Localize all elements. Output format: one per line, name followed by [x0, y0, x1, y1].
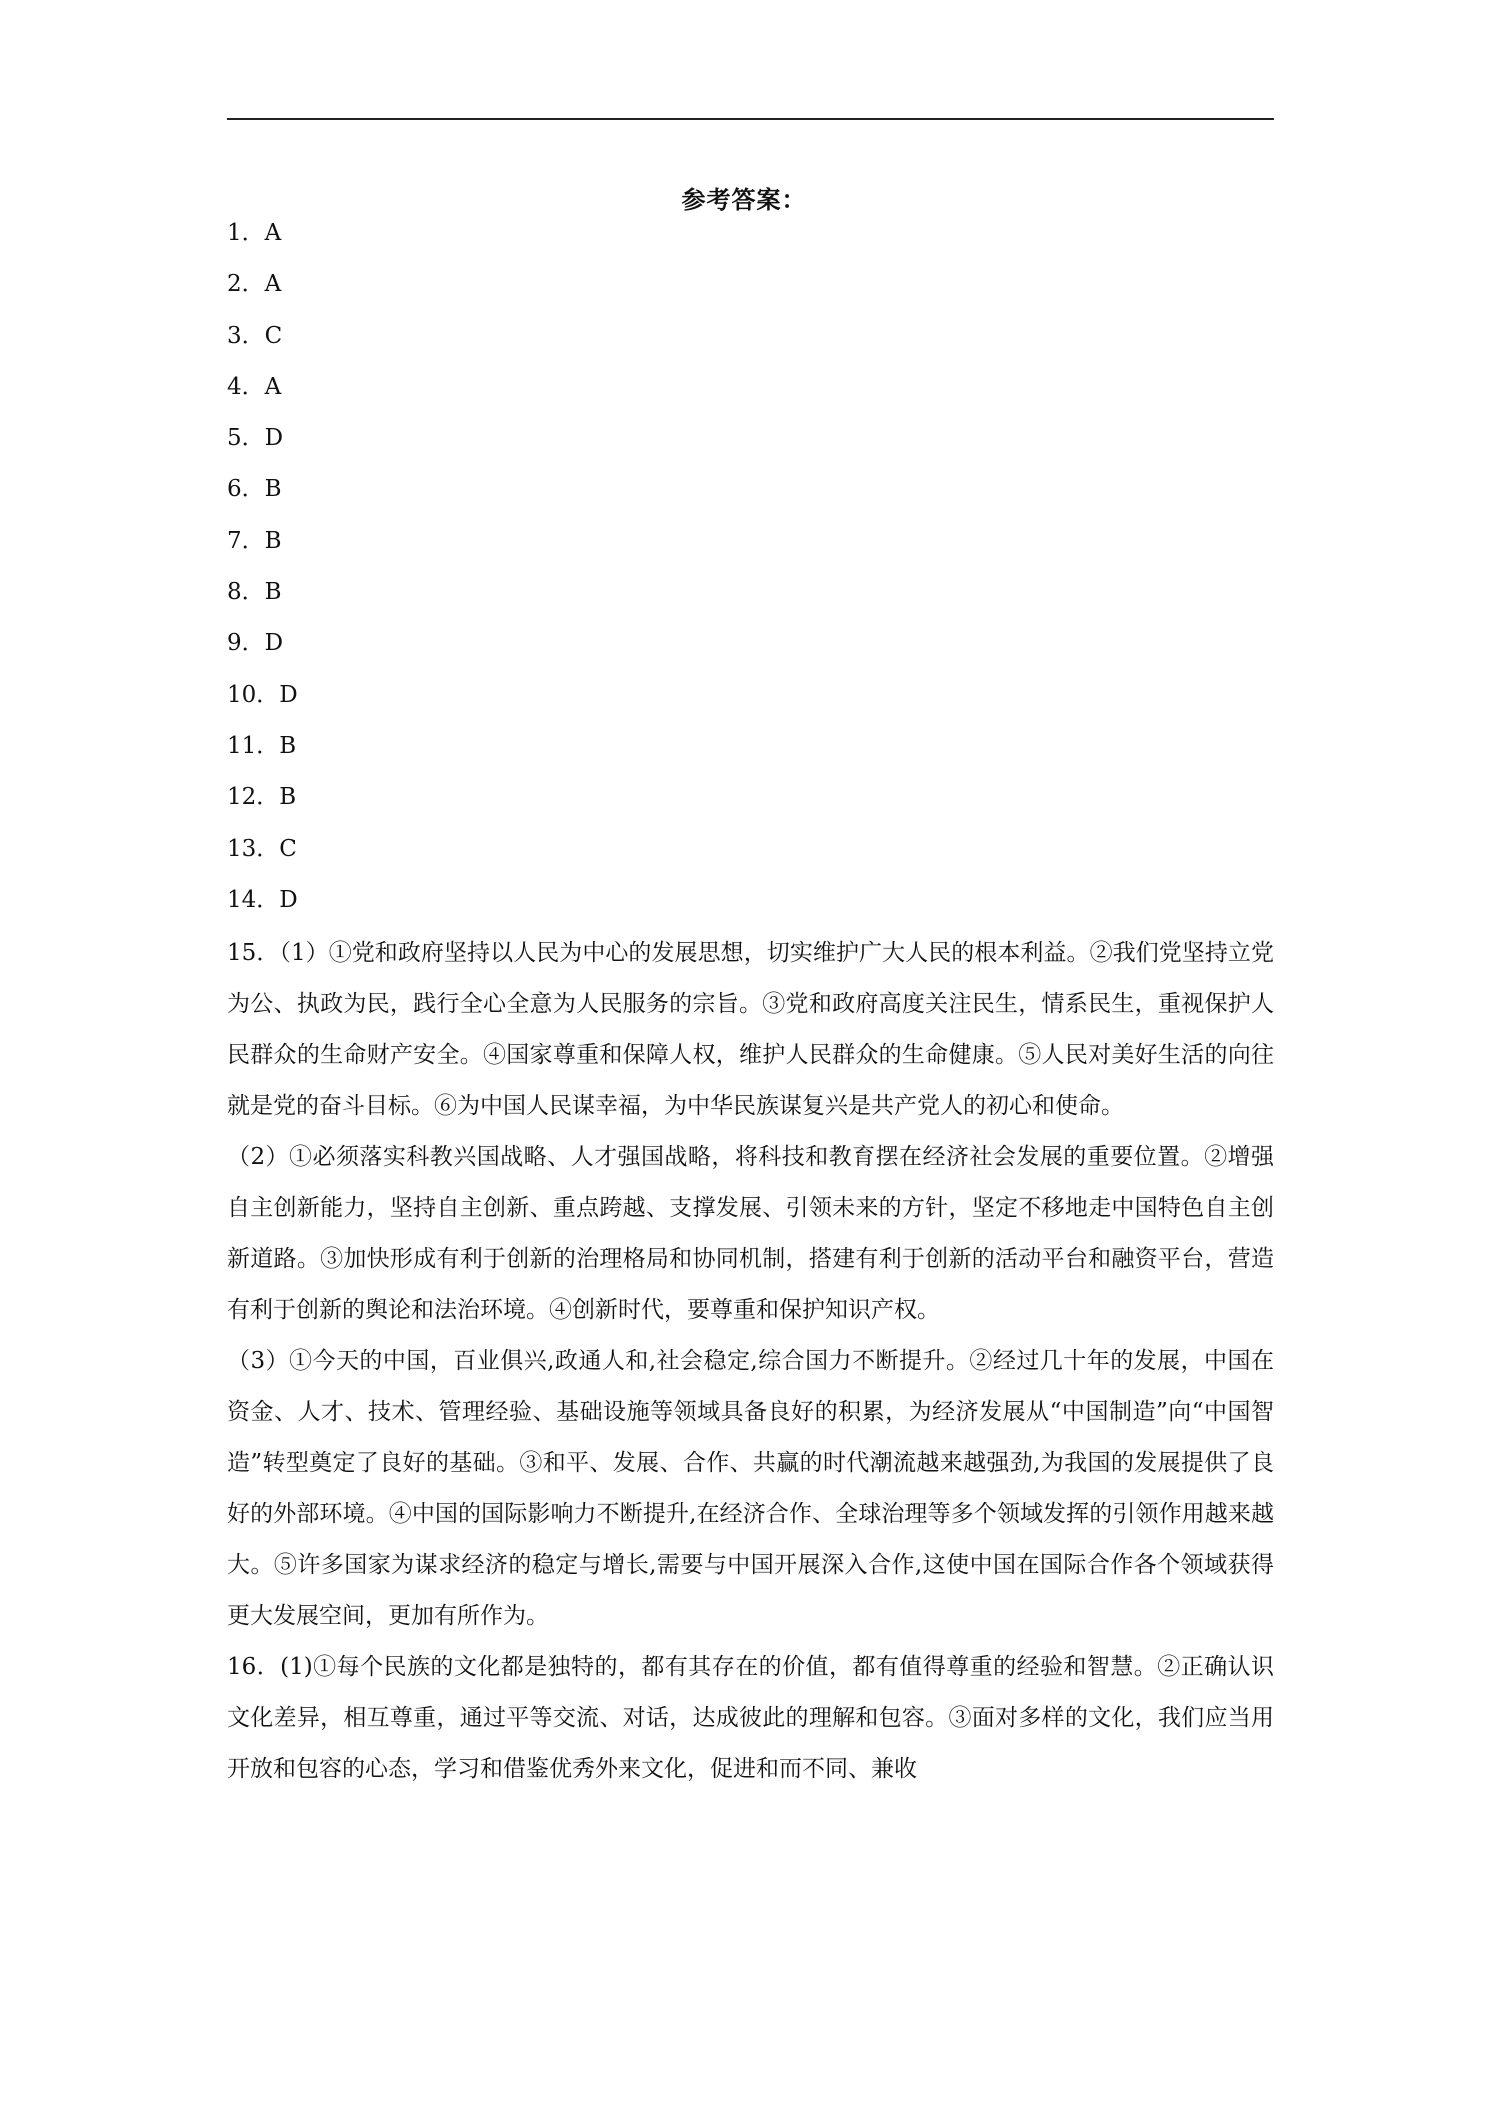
q15-part3: （3）①今天的中国，百业俱兴,政通人和,社会稳定,综合国力不断提升。②经过几十年的发展，中国在资金、人才、技术、管理经验、基础设施等领域具备良好的积累，为经济发展从“中国制造”向“中国智造”转型奠定了良好的基础。③和平、发展、合作、共赢的时代潮流越来越强劲,为我国的发展提供了良好的外部环境。④中国的国际影响力不断提升,在经济合作、全球治理等多个领域发挥的引领作用越来越大。⑤许多国家为谋求经济的稳定与增长,需要与中国开展深入合作,这使中国在国际合作各个领域获得更大发展空间，更加有所作为。 — [227, 1348, 1274, 1629]
answer-item: 3．C — [227, 322, 283, 349]
header-rule — [227, 118, 1274, 120]
answer-item: 9．D — [227, 630, 284, 657]
answer-item: 14．D — [227, 886, 298, 913]
short-answer-list — [227, 214, 827, 932]
q15-part2: （2）①必须落实科教兴国战略、人才强国战略，将科技和教育摆在经济社会发展的重要位置。②增强自主创新能力，坚持自主创新、重点跨越、支撑发展、引领未来的方针，坚定不移地走中国特色自主创新道路。③加快形成有利于创新的治理格局和协同机制，搭建有利于创新的活动平台和融资平台，营造有利于创新的舆论和法治环境。④创新时代，要尊重和保护知识产权。 — [227, 1144, 1274, 1323]
answer-item: 5．D — [227, 425, 284, 452]
answer-item: 4．A — [227, 373, 282, 400]
answer-item: 11．B — [227, 732, 297, 759]
answer-item: 1．A — [227, 220, 282, 246]
page-title: 参考答案： — [681, 185, 807, 214]
answer-item: 12．B — [227, 784, 297, 811]
q16-part1: 16．(1)①每个民族的文化都是独特的，都有其存在的价值，都有值得尊重的经验和智慧。②正确认识文化差异，相互尊重，通过平等交流、对话，达成彼此的理解和包容。③面对多样的文化，我们应当用开放和包容的心态，学习和借鉴优秀外来文化，促进和而不同、兼收 — [227, 1654, 1274, 1782]
answer-item: 10．D — [227, 681, 298, 708]
answer-item: 6．B — [227, 476, 282, 503]
answer-item: 13．C — [227, 835, 297, 862]
long-answers — [227, 928, 1274, 1795]
q15-part1: 15．（1）①党和政府坚持以人民为中心的发展思想，切实维护广大人民的根本利益。②我们党坚持立党为公、执政为民，践行全心全意为人民服务的宗旨。③党和政府高度关注民生，情系民生，重视保护人民群众的生命财产安全。④国家尊重和保障人权，维护人民群众的生命健康。⑤人民对美好生活的向往就是党的奋斗目标。⑥为中国人民谋幸福，为中华民族谋复兴是共产党人的初心和使命。 — [227, 940, 1274, 1119]
answer-item: 8．B — [227, 579, 282, 606]
answer-item: 2．A — [227, 271, 282, 298]
answer-item: 7．B — [227, 527, 282, 554]
